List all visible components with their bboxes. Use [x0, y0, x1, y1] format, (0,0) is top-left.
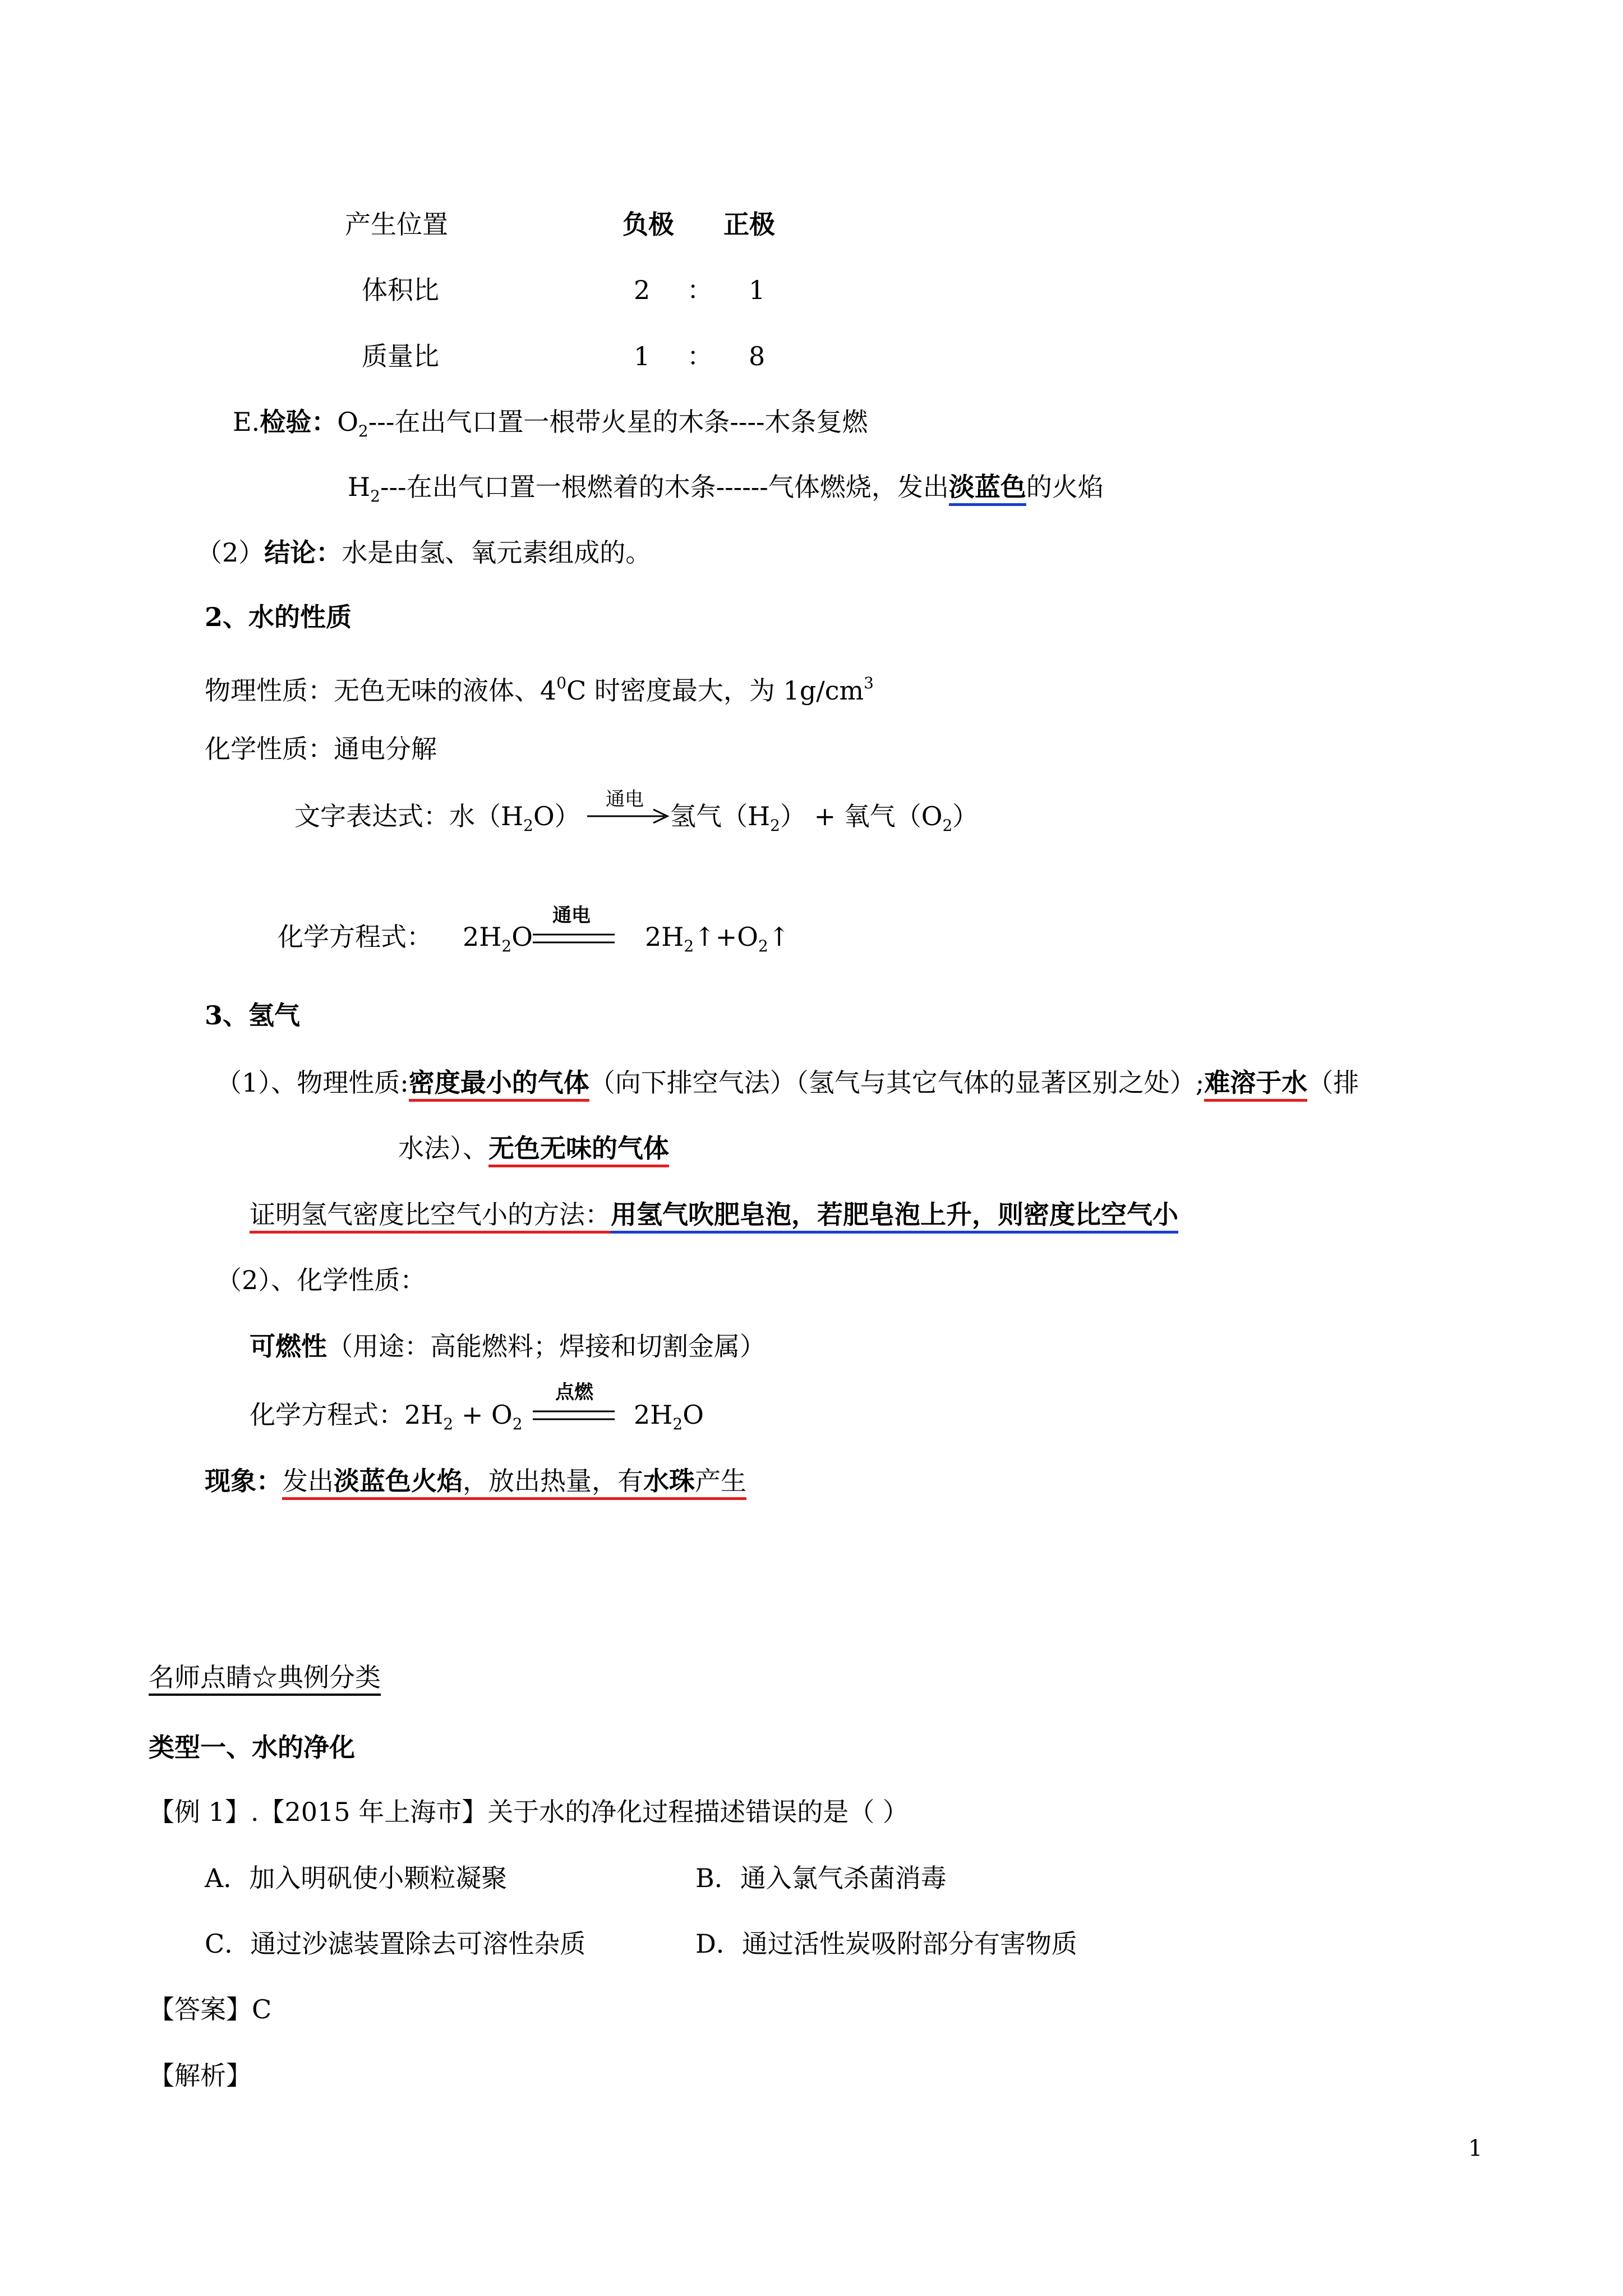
chem-eq1-rhs1-sub: 2	[684, 937, 694, 955]
o2-test-text: ---在出气口置一根带火星的木条----木条复燃	[368, 407, 868, 437]
test-title: 检验：	[260, 407, 338, 437]
mass-sep: ：	[687, 341, 713, 371]
chem-eq2-a: 2H	[404, 1400, 444, 1430]
word-eq-sub1: 2	[523, 816, 533, 835]
volume-sep: ：	[687, 275, 713, 305]
chem-eq2-b-sub: 2	[512, 1415, 523, 1433]
chem-eq1-lhs-main: 2H	[463, 922, 502, 952]
conclusion-text: 水是由氢、氧元素组成的。	[342, 537, 652, 568]
proof-answer: 用氢气吹肥皂泡，若肥皂泡上升，则密度比空气小	[611, 1199, 1178, 1234]
chem-eq1-lhs-end: O	[511, 922, 533, 952]
word-eq-after1: O）	[533, 801, 580, 831]
physical-sup: 0	[556, 674, 567, 692]
analysis-label: 【解析】	[149, 2060, 252, 2091]
word-eq-label: 文字表达式：水（H	[294, 801, 524, 831]
chem-eq2-c-sub: 2	[672, 1415, 683, 1433]
table-negative-header: 负极	[623, 209, 674, 240]
table-label-position: 产生位置	[345, 209, 448, 240]
option-b: B．通入氯气杀菌消毒	[695, 1863, 947, 1893]
chemical-properties-line: 化学性质：通电分解	[205, 734, 437, 764]
chem-eq1-label: 化学方程式：	[278, 922, 432, 952]
h2-chemical-line: （2）、化学性质：	[216, 1265, 426, 1295]
chem-eq1-rhs1: 2H	[645, 922, 684, 952]
phenomenon-p1: 发出	[282, 1466, 334, 1496]
o2-formula: O	[337, 407, 358, 437]
word-eq-condition: 通电	[606, 788, 644, 811]
phenomenon-title: 现象：	[205, 1466, 282, 1496]
h2-phys-note: （向下排空气法）（氢气与其它气体的显著区别之处）;	[589, 1068, 1205, 1098]
chem-eq1-rhs2-sub: 2	[758, 937, 768, 955]
volume-negative: 2	[634, 275, 651, 305]
test-prefix: E.	[233, 407, 260, 437]
proof-line	[250, 1198, 1178, 1231]
word-eq-after2: ） + 氧气（O	[780, 801, 943, 831]
h2-phys-num: （1）、物理性质:	[216, 1068, 409, 1098]
light-blue-flame-highlight: 淡蓝色火焰	[334, 1466, 463, 1496]
flammable-title: 可燃性	[250, 1331, 327, 1361]
table-label-mass: 质量比	[362, 341, 439, 371]
chem-eq1-lhs	[463, 920, 533, 963]
o2-formula-sub: 2	[358, 422, 368, 440]
chem-eq2-a-sub: 2	[443, 1415, 454, 1433]
physical-properties-line	[205, 666, 874, 707]
answer-value: C	[252, 1994, 272, 2024]
water-droplet-highlight: 水珠	[643, 1466, 695, 1496]
mass-negative: 1	[634, 341, 651, 371]
word-eq-sub3: 2	[942, 816, 953, 835]
h2-test-text: ---在出气口置一根燃着的木条------气体燃烧，发出	[380, 472, 949, 502]
colorless-odorless-highlight: 无色无味的气体	[488, 1133, 669, 1167]
phenomenon-p3: ，放出热量，有	[463, 1466, 643, 1496]
type-1-title: 类型一、水的净化	[149, 1732, 355, 1763]
example-1-question: 【例 1】.【2015 年上海市】关于水的净化过程描述错误的是（ ）	[149, 1797, 909, 1827]
conclusion-title: 结论：	[264, 537, 342, 568]
word-eq-sub2: 2	[770, 816, 780, 835]
chem-eq1-condition: 通电	[552, 904, 591, 927]
teacher-title: 名师点睛☆典例分类	[149, 1662, 381, 1696]
page-number: 1	[1468, 2136, 1483, 2161]
word-eq-arrow	[586, 808, 670, 825]
chem-eq1-lhs-sub: 2	[501, 937, 512, 955]
physical-prefix: 物理性质：无色无味的液体、4	[205, 675, 557, 706]
physical-sup2: 3	[864, 674, 874, 692]
h2-formula-sub: 2	[370, 487, 380, 505]
flammable-text: （用途：高能燃料；焊接和切割金属）	[327, 1331, 766, 1361]
chem-eq2-rhs	[634, 1398, 704, 1441]
word-eq-lhs	[294, 799, 580, 843]
chem-eq2-label: 化学方程式：	[250, 1400, 404, 1430]
answer-line	[149, 1993, 271, 2026]
section-3-title: 3、氢气	[205, 1000, 301, 1030]
conclusion-num: （2）	[196, 537, 265, 568]
word-eq-rhs	[670, 799, 978, 843]
option-d: D．通过活性炭吸附部分有害物质	[695, 1929, 1077, 1959]
h2-formula: H	[348, 472, 371, 502]
conclusion-line	[196, 536, 651, 569]
chem-eq2-lhs	[250, 1398, 523, 1441]
chem-eq2-condition: 点燃	[555, 1381, 593, 1404]
option-a: A．加入明矾使小颗粒凝聚	[205, 1863, 508, 1893]
light-blue-highlight: 淡蓝色	[949, 472, 1026, 506]
section-2-title: 2、水的性质	[205, 602, 352, 632]
h2-physical-line	[216, 1066, 1359, 1099]
lowest-density-highlight: 密度最小的气体	[409, 1068, 589, 1102]
phenomenon-line	[205, 1464, 746, 1498]
chem-eq1-rhs	[645, 920, 790, 963]
test-h2-line	[348, 470, 1104, 513]
h2-phys-tail: （排	[1307, 1068, 1359, 1098]
table-positive-header: 正极	[723, 209, 775, 240]
mass-positive: 8	[749, 341, 766, 371]
chem-eq2-plus: + O	[453, 1400, 513, 1430]
h2-physical-line-2	[398, 1131, 669, 1165]
word-eq-after3: ）	[952, 801, 979, 831]
physical-mid: C 时密度最大，为 1g/cm	[566, 675, 864, 706]
chem-eq2-equals	[532, 1408, 616, 1423]
phenomenon-p5: 产生	[695, 1466, 746, 1496]
h2-phys2-prefix: 水法）、	[398, 1133, 488, 1163]
test-o2-line	[233, 405, 868, 448]
table-label-volume: 体积比	[362, 275, 439, 305]
chem-eq1-equals	[532, 931, 616, 946]
chem-eq1-rhs2: +O	[715, 922, 759, 952]
volume-positive: 1	[749, 275, 766, 305]
chem-eq2-c-end: O	[683, 1400, 704, 1430]
answer-label: 【答案】	[149, 1994, 252, 2024]
gas-arrow-icon: ↑	[768, 922, 790, 952]
option-c: C．通过沙滤装置除去可溶性杂质	[205, 1929, 586, 1959]
teacher-section-title	[149, 1660, 381, 1694]
h2-test-tail: 的火焰	[1026, 472, 1104, 502]
gas-arrow-icon: ↑	[694, 922, 716, 952]
proof-question: 证明氢气密度比空气小的方法：	[250, 1199, 611, 1234]
word-eq-prod1: 氢气（H	[670, 801, 771, 831]
chem-eq2-c: 2H	[634, 1400, 673, 1430]
insoluble-highlight: 难溶于水	[1204, 1068, 1307, 1102]
flammable-line	[250, 1329, 766, 1363]
